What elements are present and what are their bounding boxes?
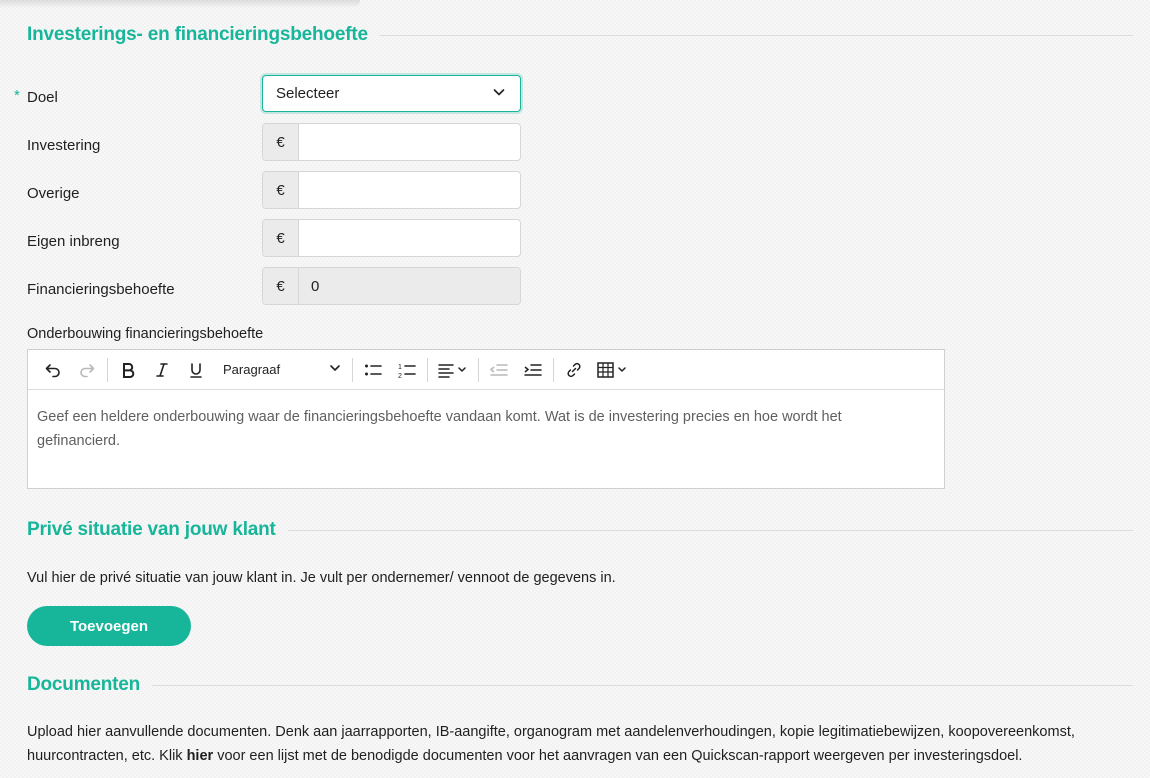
block-format-value: Paragraaf bbox=[223, 362, 281, 377]
editor-toolbar bbox=[28, 350, 944, 390]
section-divider bbox=[152, 685, 1133, 686]
doel-select[interactable] bbox=[262, 75, 521, 112]
align-icon[interactable] bbox=[431, 354, 475, 386]
currency-addon: € bbox=[263, 220, 299, 256]
bullet-list-icon[interactable] bbox=[356, 354, 390, 386]
editor-placeholder-line: gefinancierd. bbox=[37, 433, 121, 449]
outdent-icon[interactable] bbox=[482, 354, 516, 386]
documents-list-link[interactable]: hier bbox=[186, 748, 214, 764]
section-title: Documenten bbox=[27, 674, 141, 695]
underline-icon[interactable] bbox=[179, 354, 213, 386]
redo-icon[interactable] bbox=[70, 354, 104, 386]
currency-addon: € bbox=[263, 124, 299, 160]
documents-text: huurcontracten, etc. Klik bbox=[27, 748, 187, 764]
documents-text: voor een lijst met de benodigde documenten voor het aanvragen van een Quickscan-rapport weergeven per investeringsdoel. bbox=[213, 748, 1023, 764]
indent-icon[interactable] bbox=[516, 354, 550, 386]
overige-input[interactable] bbox=[299, 172, 520, 208]
doel-label: Doel bbox=[27, 89, 58, 106]
financieringsbehoefte-value: 0 bbox=[299, 268, 520, 304]
documents-text-line: Upload hier aanvullende documenten. Denk aan jaarrapporten, IB-aangifte, organogram met aandelenverhoudingen, kopie legitimatiebewijzen, koopovereenkomst, bbox=[27, 724, 1075, 740]
bold-icon[interactable] bbox=[111, 354, 145, 386]
section-divider bbox=[380, 35, 1133, 36]
doel-select-value: Selecteer bbox=[276, 85, 340, 102]
section-divider bbox=[288, 530, 1133, 531]
table-icon[interactable] bbox=[591, 354, 637, 386]
investering-input[interactable] bbox=[299, 124, 520, 160]
toolbar-separator bbox=[478, 358, 479, 382]
section-header-investment bbox=[27, 24, 1133, 46]
rich-text-editor bbox=[27, 349, 945, 489]
onderbouwing-label: Onderbouwing financieringsbehoefte bbox=[27, 326, 264, 342]
toolbar-separator bbox=[427, 358, 428, 382]
toolbar-separator bbox=[352, 358, 353, 382]
currency-addon: € bbox=[263, 268, 299, 304]
overige-field[interactable] bbox=[262, 171, 521, 209]
editor-placeholder-line: Geef een heldere onderbouwing waar de financieringsbehoefte vandaan komt. Wat is de investering precies en hoe wordt het bbox=[37, 409, 842, 425]
block-format-select[interactable] bbox=[213, 354, 349, 386]
eigen-inbreng-label: Eigen inbreng bbox=[27, 233, 120, 250]
financieringsbehoefte-label: Financieringsbehoefte bbox=[27, 281, 175, 298]
svg-text:1: 1 bbox=[398, 363, 402, 371]
section-title: Investerings- en financieringsbehoefte bbox=[27, 24, 368, 45]
editor-content-area[interactable] bbox=[28, 390, 944, 453]
required-marker: * bbox=[14, 87, 20, 104]
link-icon[interactable] bbox=[557, 354, 591, 386]
eigen-inbreng-input[interactable] bbox=[299, 220, 520, 256]
section-header-private bbox=[27, 519, 1133, 541]
svg-text:2: 2 bbox=[398, 372, 402, 379]
overige-label: Overige bbox=[27, 185, 80, 202]
chevron-down-icon bbox=[492, 85, 506, 103]
undo-icon[interactable] bbox=[36, 354, 70, 386]
eigen-inbreng-field[interactable] bbox=[262, 219, 521, 257]
currency-addon: € bbox=[263, 172, 299, 208]
chevron-down-icon bbox=[329, 362, 341, 377]
italic-icon[interactable] bbox=[145, 354, 179, 386]
investering-label: Investering bbox=[27, 137, 101, 154]
add-button[interactable]: Toevoegen bbox=[27, 606, 191, 646]
toolbar-separator bbox=[107, 358, 108, 382]
numbered-list-icon[interactable] bbox=[390, 354, 424, 386]
toolbar-separator bbox=[553, 358, 554, 382]
private-description: Vul hier de privé situatie van jouw klant in. Je vult per ondernemer/ vennoot de gegevens in. bbox=[27, 570, 616, 586]
investering-field[interactable] bbox=[262, 123, 521, 161]
financieringsbehoefte-field bbox=[262, 267, 521, 305]
top-shadow bbox=[0, 0, 360, 8]
section-header-documents bbox=[27, 674, 1133, 696]
documents-description bbox=[27, 720, 1075, 768]
documents-text-line bbox=[27, 744, 1075, 768]
section-title: Privé situatie van jouw klant bbox=[27, 519, 276, 540]
